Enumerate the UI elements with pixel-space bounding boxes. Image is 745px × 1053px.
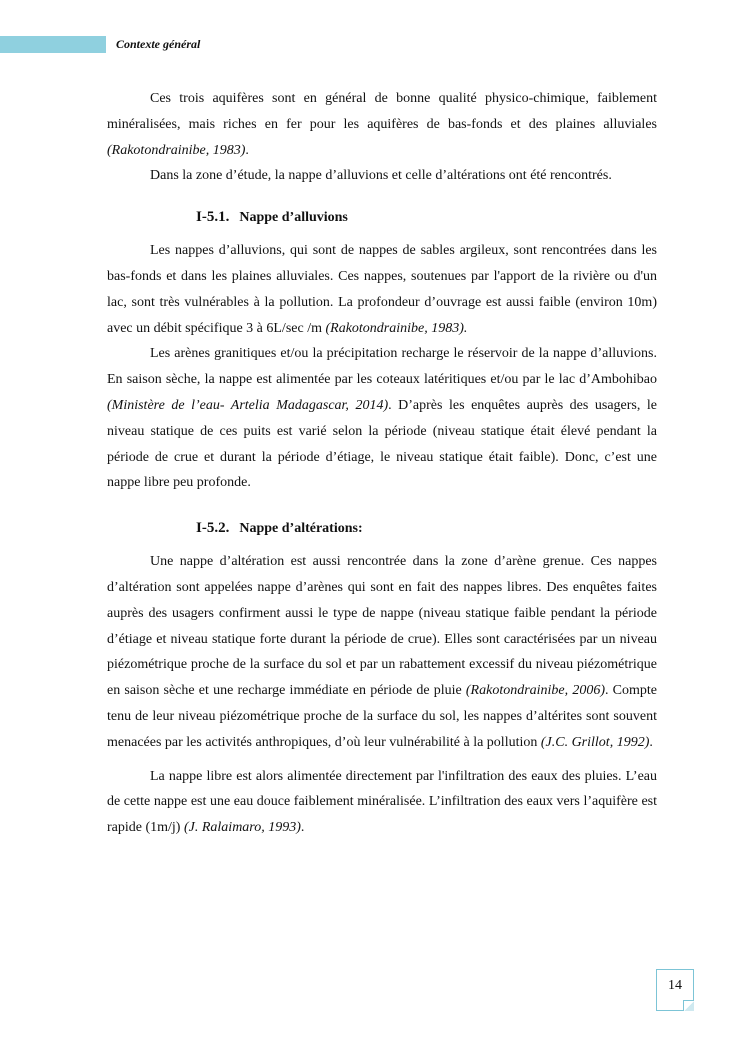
alterations-paragraph-2: La nappe libre est alors alimentée directement par l'infiltration des eaux des pluies. L’eau de cette nappe est une eau douce faiblement minéralisée. L’infiltration des eaux vers l’aquifère est rapide (1m/j) (J. Ralaimaro, 1993). xyxy=(107,768,657,836)
intro-paragraph-1: Ces trois aquifères sont en général de bonne qualité physico-chimique, faiblement minéralisées, mais riches en fer pour les aquifères de bas-fonds et des plaines alluviales (Rakotondrainibe, 1983). xyxy=(107,91,657,158)
citation: (Rakotondrainibe, 1983) xyxy=(107,142,246,158)
section-title: Nappe d’altérations: xyxy=(239,521,363,537)
citation: (J. Ralaimaro, 1993) xyxy=(183,820,301,836)
alterations-paragraph-1: Une nappe d’altération est aussi rencontrée dans la zone d’arène grenue. Ces nappes d’altération sont appelées nappe d’arènes qui sont en fait des nappes libres. Des enquêtes faites auprès des usagers confirment aussi le type de nappe (niveau statique faible pendant la période d’étiage et niveau statique forte durant la période de crue). Elles sont caractérisées par un niveau piézométrique proche de la surface du sol et par un rabattement excessif du niveau piézométrique en saison sèche et une recharge immédiate en période de pluie (Rakotondrainibe, 2006). Compte tenu de leur niveau piézométrique proche de la surface du sol, les nappes d’altérites sont souvent menacées par les activités anthropiques, d’où leur vulnérabilité à la pollution (J.C. Grillot, 1992). xyxy=(107,554,657,750)
page-number: 14 xyxy=(656,969,694,1011)
alluvions-paragraph-1: Les nappes d’alluvions, qui sont de nappes de sables argileux, sont rencontrées dans les bas-fonds et dans les plaines alluviales. Ces nappes, soutenues par l'apport de la rivière ou d'un lac, sont très vulnérables à la pollution. La profondeur d’ouvrage est aussi faible (environ 10m) avec un débit spécifique 3 à 6L/sec /m (Rakotondrainibe, 1983). xyxy=(107,243,657,336)
citation: (Rakotondrainibe, 1983). xyxy=(325,320,468,336)
header-accent-bar xyxy=(0,36,106,53)
document-body xyxy=(107,86,657,841)
section-number: I-5.2. xyxy=(196,520,230,537)
citation: (J.C. Grillot, 1992) xyxy=(540,734,650,750)
header-title: Contexte général xyxy=(116,37,201,51)
alluvions-paragraph-2: Les arènes granitiques et/ou la précipitation recharge le réservoir de la nappe d’alluvions. En saison sèche, la nappe est alimentée par les coteaux latéritiques et/ou par le lac d’Ambohibao (Ministère de l’eau- Artelia Madagascar, 2014). D’après les enquêtes auprès des usagers, le niveau statique de ces puits est varié selon la période (niveau statique était élevé pendant la période de crue et durant la période d’étiage, le niveau statique était faible). Donc, c’est une nappe libre peu profonde. xyxy=(107,346,657,491)
citation: (Ministère de l’eau- Artelia Madagascar, 2014) xyxy=(107,397,389,413)
intro-paragraph-2: Dans la zone d’étude, la nappe d’alluvions et celle d’altérations ont été rencontrés. xyxy=(150,168,612,184)
section-heading-alterations xyxy=(196,518,657,539)
section-title: Nappe d’alluvions xyxy=(239,210,348,226)
section-number: I-5.1. xyxy=(196,209,230,226)
citation: (Rakotondrainibe, 2006) xyxy=(465,683,605,699)
section-heading-alluvions xyxy=(196,207,657,228)
